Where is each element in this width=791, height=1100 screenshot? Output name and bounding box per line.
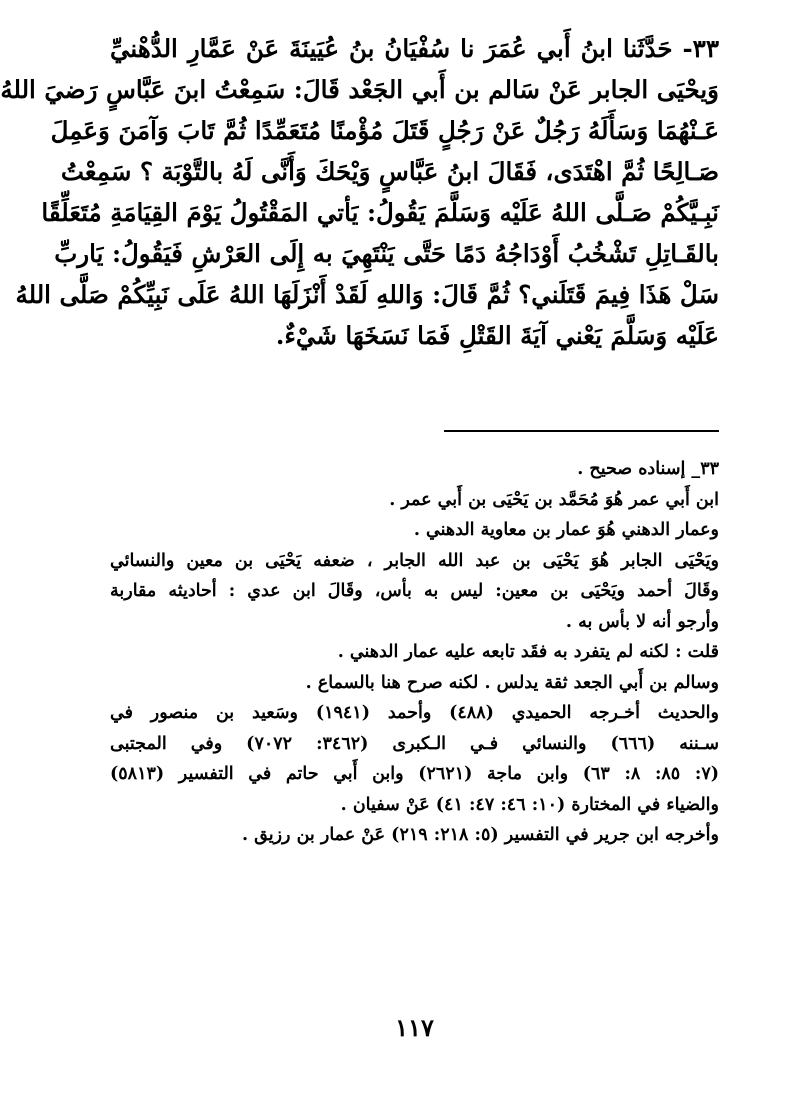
hadith-line: ٣٣- حَدَّثَنا ابنُ أَبي عُمَرَ نا سُفْيَانُ بنُ عُيَينَةَ عَنْ عَمَّارِ الدُّهْنيِّ xyxy=(110,34,719,63)
hadith-line: عَـنْهُمَا وَسَأَلَهُ رَجُلٌ عَنْ رَجُلٍ قَتَلَ مُؤْمنًا مُتَعَمِّدًا ثُمَّ تَابَ وَآمَنَ وَعَمِلَ xyxy=(50,116,719,145)
hadith-line: صَـالِحًا ثُمَّ اهْتَدَى، فَقَالَ ابنُ عَبَّاسٍ وَيْحَكَ وَأَنَّى لَهُ بالتَّوْبَة ؟ سَمِعْتُ xyxy=(60,157,719,186)
hadith-line: بالقَـاتِلِ تَشْخُبُ أَوْدَاجُهُ دَمًا حَتَّى يَنْتَهِيَ به إِلَى العَرْشِ فَيَقُولُ: يَاربِّ xyxy=(54,239,719,268)
footnotes xyxy=(110,454,719,851)
hadith-line: سَلْ هَذَا فِيمَ قَتَلَني؟ ثُمَّ قَالَ: وَاللهِ لَقَدْ أَنْزَلَهَا اللهُ عَلَى نَبِيِّكُمْ صَلَّى اللهُ xyxy=(15,280,719,309)
footnote-line: وأرجو أنه لا بأس به . xyxy=(565,611,719,632)
hadith-line: وَيحْيَى الجابر عَنْ سَالم بن أَبي الجَعْد قَالَ: سَمِعْتُ ابنَ عَبَّاسٍ رَضيَ اللهُ xyxy=(0,75,719,104)
footnote-line: وقَالَ أحمد ويَحْيَى بن معين: ليس به بأس، وقَالَ ابن عدي : أحاديثه مقاربة xyxy=(110,581,719,601)
page-number: ١١٧ xyxy=(395,1013,434,1042)
footnote-line: ابن أَبي عمر هُوَ مُحَمَّد بن يَحْيَى بن أَبي عمر . xyxy=(389,489,719,510)
footnote-line: والضياء في المختارة (١٠: ٤٦: ٤٧: ٤١) عَنْ سفيان . xyxy=(340,794,719,815)
footnote-line: (٧: ٨٥: ٨: ٦٣) وابن ماجة (٢٦٢١) وابن أَبي حاتم في التفسير (٥٨١٣) xyxy=(110,764,719,784)
hadith-line: نَبِـيَّكُمْ صَـلَّى اللهُ عَلَيْه وَسَلَّمَ يَقُولُ: يَأتي المَقْتُولُ يَوْمَ القِيَامَةِ مُتَعَلِّقًا xyxy=(41,198,719,227)
book-page xyxy=(0,28,719,1100)
footnote-line: وسالم بن أَبي الجعد ثقة يدلس . لكنه صرح هنا بالسماع . xyxy=(305,672,719,693)
footnote-line: سـننه (٦٦٦) والنسائي فـي الـكبرى (٣٤٦٢: ٧٠٧٢) وفي المجتبى xyxy=(110,733,719,754)
hadith-line: عَلَيْه وَسَلَّمَ يَعْني آيَةَ القَتْلِ فَمَا نَسَخَهَا شَيْءٌ. xyxy=(275,321,719,350)
footnote-line: وعمار الدهني هُوَ عمار بن معاوية الدهني . xyxy=(413,520,719,540)
footnote-heading: ٣٣_ إسناده صحيح . xyxy=(577,459,719,479)
footnote-line: والحديث أخـرجه الحميدي (٤٨٨) وأحمد (١٩٤١) وسَعيد بن منصور في xyxy=(110,703,719,723)
footnote-line: قلت : لكنه لم يتفرد به فقَد تابعه عليه عمار الدهني . xyxy=(337,642,719,662)
footnote-separator xyxy=(444,430,719,432)
hadith-text xyxy=(0,28,719,356)
footnote-line: ويَحْيَى الجابر هُوَ يَحْيَى بن عبد الله الجابر ، ضعفه يَحْيَى بن معين والنسائي xyxy=(110,550,719,571)
footnote-line: وأخرجه ابن جرير في التفسير (٥: ٢١٨: ٢١٩) عَنْ عمار بن رزيق . xyxy=(241,825,719,845)
